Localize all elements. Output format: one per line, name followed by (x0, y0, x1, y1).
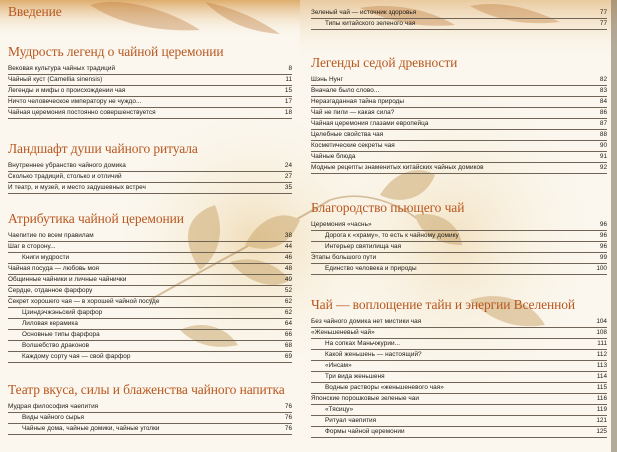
toc-subentry[interactable] (311, 350, 607, 361)
toc-entry[interactable] (8, 275, 292, 286)
toc-entry[interactable] (8, 242, 292, 253)
page-number: 38 (284, 232, 292, 239)
toc-subentry[interactable] (8, 352, 292, 363)
toc-entry[interactable] (8, 402, 292, 413)
section-title: Мудрость легенд о чайной церемонии (8, 44, 224, 59)
toc-subentry[interactable] (8, 341, 292, 352)
entry-title: Чайный куст (Camellia sinensis) (8, 76, 103, 83)
toc-subentry[interactable] (8, 319, 292, 330)
entry-title: Сердце, отданное фарфору (8, 287, 93, 294)
entry-title: Типы китайского зеленого чая (325, 20, 416, 27)
page-number: 35 (284, 184, 292, 191)
page-number: 68 (284, 342, 292, 349)
toc-entry[interactable] (8, 286, 292, 297)
page-number: 83 (599, 87, 607, 94)
toc-entry[interactable] (8, 183, 292, 194)
toc-entry[interactable] (311, 253, 607, 264)
toc-entry[interactable] (311, 328, 607, 339)
toc-entry[interactable] (8, 86, 292, 97)
page-number: 62 (284, 309, 292, 316)
entry-title: Без чайного домика нет мистики чая (311, 318, 422, 325)
entry-title: Лиловая керамика (22, 320, 79, 327)
section-title: Чай — воплощение тайн и энергии Вселенной (311, 297, 575, 312)
toc-entry[interactable] (311, 317, 607, 328)
page-number: 104 (596, 318, 607, 325)
section-title: Театр вкуса, силы и блаженства чайного напитка (8, 382, 285, 397)
entry-title: Формы чайной церемонии (325, 428, 405, 435)
entry-title: Дорога к «храму», то есть к чайному домику (325, 232, 459, 239)
page-edge (611, 0, 617, 452)
page-number: 77 (599, 20, 607, 27)
page-number: 15 (284, 87, 292, 94)
page-number: 99 (599, 254, 607, 261)
page-number: 44 (284, 243, 292, 250)
entry-title: Чайная церемония глазами европейца (311, 120, 429, 127)
entry-list (311, 220, 607, 275)
entry-title: Этапы большого пути (311, 254, 377, 261)
entry-title: Мудрая философия чаепития (8, 403, 99, 410)
entry-title: Вековая культура чайных традиций (8, 65, 116, 72)
toc-subentry[interactable] (311, 339, 607, 350)
page-number: 111 (597, 340, 607, 347)
section-title: Атрибутика чайной церемонии (8, 211, 184, 226)
entry-title: И театр, и музей, и место задушевных встреч (8, 184, 146, 191)
entry-title: Какой женьшень — настоящий? (325, 351, 422, 358)
entry-title: Косметические секреты чая (311, 142, 395, 149)
toc-subentry[interactable] (311, 416, 607, 427)
toc-subentry[interactable] (8, 424, 292, 435)
entry-list (8, 231, 292, 363)
toc-subentry[interactable] (8, 330, 292, 341)
page-number: 27 (284, 173, 292, 180)
page-number: 76 (284, 414, 292, 421)
entry-list (311, 75, 607, 174)
toc-section (311, 55, 607, 174)
page-number: 119 (596, 406, 607, 413)
toc-section (8, 141, 292, 194)
entry-title: Единство человека и природы (325, 265, 417, 272)
page-number: 18 (284, 109, 292, 116)
page-number: 121 (596, 417, 607, 424)
entry-title: Внутреннее убранство чайного домика (8, 162, 126, 169)
page-number: 69 (284, 353, 292, 360)
entry-title: Целебные свойства чая (311, 131, 384, 138)
toc-entry[interactable] (311, 394, 607, 405)
page-number: 116 (596, 395, 607, 402)
toc-subentry[interactable] (311, 427, 607, 438)
entry-title: Модные рецепты знаменитых китайских чайных домиков (311, 164, 484, 171)
page-number: 77 (599, 9, 607, 16)
page-number: 100 (596, 265, 607, 272)
page-number: 76 (284, 425, 292, 432)
entry-title: Секрет хорошего чая — в хорошей чайной посуде (8, 298, 160, 305)
entry-title: Зеленый чай — источник здоровья (311, 9, 417, 16)
entry-title: Легенды и мифы о происхождении чая (8, 87, 126, 94)
page-number: 11 (285, 76, 292, 83)
page-number: 86 (599, 109, 607, 116)
toc-section (8, 4, 292, 24)
page-number: 96 (599, 221, 607, 228)
entry-title: Чайные дома, чайные домики, чайные уголки (22, 425, 160, 432)
page-number: 8 (288, 65, 292, 72)
entry-title: Цзиндэчжэньский фарфор (22, 309, 103, 316)
toc-entry[interactable] (8, 75, 292, 86)
entry-title: Чай не пили — какая сила? (311, 109, 395, 116)
entry-title: Виды чайного сырья (22, 414, 85, 421)
page-number: 24 (284, 162, 292, 169)
toc-entry[interactable] (8, 64, 292, 75)
toc-section (311, 8, 607, 30)
page-number: 113 (596, 362, 607, 369)
entry-title: Волшебство драконов (22, 342, 90, 349)
toc-subentry[interactable] (8, 308, 292, 319)
page-number: 84 (599, 98, 607, 105)
toc-subentry[interactable] (311, 372, 607, 383)
entry-title: Чаепитие по всем правилам (8, 232, 94, 239)
entry-title: Основные типы фарфора (22, 331, 100, 338)
section-title: Ландшафт души чайного ритуала (8, 141, 198, 156)
toc-entry[interactable] (311, 130, 607, 141)
entry-list (311, 8, 607, 30)
page-number: 125 (596, 428, 607, 435)
page-number: 52 (284, 287, 292, 294)
entry-title: Церемония «часнь» (311, 221, 372, 228)
entry-list (8, 402, 292, 435)
entry-title: «Тясицу» (325, 406, 354, 413)
page-number: 62 (284, 298, 292, 305)
entry-title: Интерьер святилища чая (325, 243, 402, 250)
page-number: 96 (599, 243, 607, 250)
page-number: 90 (599, 142, 607, 149)
toc-subentry[interactable] (8, 413, 292, 424)
toc-entry[interactable] (311, 119, 607, 130)
entry-title: «Инсам» (325, 362, 352, 369)
entry-list (8, 161, 292, 194)
page-number: 49 (284, 276, 292, 283)
entry-title: Неразгаданная тайна природы (311, 98, 405, 105)
toc-entry[interactable] (311, 86, 607, 97)
entry-title: На сопках Маньчжурии... (325, 340, 401, 347)
toc-entry[interactable] (311, 8, 607, 19)
entry-list (8, 64, 292, 119)
toc-entry[interactable] (8, 231, 292, 242)
page-number: 92 (599, 164, 607, 171)
entry-title: Чайные блюда (311, 153, 356, 160)
toc-entry[interactable] (311, 141, 607, 152)
entry-title: Водные растворы «женьшеневого чая» (325, 384, 444, 391)
toc-section (8, 382, 292, 435)
entry-title: Чайная церемония постоянно совершенствуется (8, 109, 156, 116)
toc-entry[interactable] (311, 97, 607, 108)
toc-subentry[interactable] (311, 361, 607, 372)
page-number: 87 (599, 120, 607, 127)
section-title: Легенды седой древности (311, 55, 458, 70)
toc-section (311, 297, 607, 438)
page-number: 17 (284, 98, 292, 105)
page-number: 88 (599, 131, 607, 138)
toc-subentry[interactable] (311, 383, 607, 394)
page-number: 64 (284, 320, 292, 327)
toc-subentry[interactable] (8, 253, 292, 264)
entry-list (311, 317, 607, 438)
entry-title: Шэнь Нунг (311, 76, 343, 83)
page-number: 108 (596, 329, 607, 336)
toc-subentry[interactable] (311, 19, 607, 30)
entry-title: Каждому сорту чая — свой фарфор (22, 353, 131, 360)
entry-title: Ритуал чаепития (325, 417, 377, 424)
toc-entry[interactable] (311, 220, 607, 231)
toc-section (311, 200, 607, 275)
toc-entry[interactable] (8, 264, 292, 275)
page-number: 115 (596, 384, 607, 391)
entry-title: Книги мудрости (22, 254, 70, 261)
toc-entry[interactable] (8, 297, 292, 308)
toc-subentry[interactable] (311, 405, 607, 416)
toc-subentry[interactable] (311, 242, 607, 253)
entry-title: Сколько традиций, столько и отличий (8, 173, 122, 180)
page-number: 66 (284, 331, 292, 338)
toc-entry[interactable] (311, 163, 607, 174)
page-number: 48 (284, 265, 292, 272)
toc-entry[interactable] (311, 75, 607, 86)
entry-title: Ничто человеческое императору не чуждо... (8, 98, 142, 105)
page-number: 91 (599, 153, 607, 160)
toc-section (8, 211, 292, 363)
entry-title: Общинные чайники и личные чайнички (8, 276, 127, 283)
toc-subentry[interactable] (311, 231, 607, 242)
page-number: 76 (284, 403, 292, 410)
toc-entry[interactable] (8, 108, 292, 119)
toc-entry[interactable] (311, 108, 607, 119)
entry-title: Вначале было слово... (311, 87, 380, 94)
section-title: Введение (8, 4, 62, 19)
toc-entry[interactable] (8, 97, 292, 108)
entry-title: Шаг в сторону... (8, 243, 56, 250)
entry-title: Три вида женьшеня (325, 373, 385, 380)
toc-entry[interactable] (311, 152, 607, 163)
page-number: 46 (284, 254, 292, 261)
toc-entry[interactable] (8, 172, 292, 183)
toc-section (8, 44, 292, 119)
page-number: 82 (599, 76, 607, 83)
entry-title: «Женьшеневый чай» (311, 329, 375, 336)
toc-subentry[interactable] (311, 264, 607, 275)
section-title: Благородство пьющего чай (311, 200, 465, 215)
page-number: 114 (596, 373, 607, 380)
entry-title: Чайная посуда — любовь моя (8, 265, 100, 272)
page-number: 112 (596, 351, 607, 358)
page-number: 96 (599, 232, 607, 239)
entry-title: Японские порошковые зеленые чаи (311, 395, 419, 402)
toc-entry[interactable] (8, 161, 292, 172)
